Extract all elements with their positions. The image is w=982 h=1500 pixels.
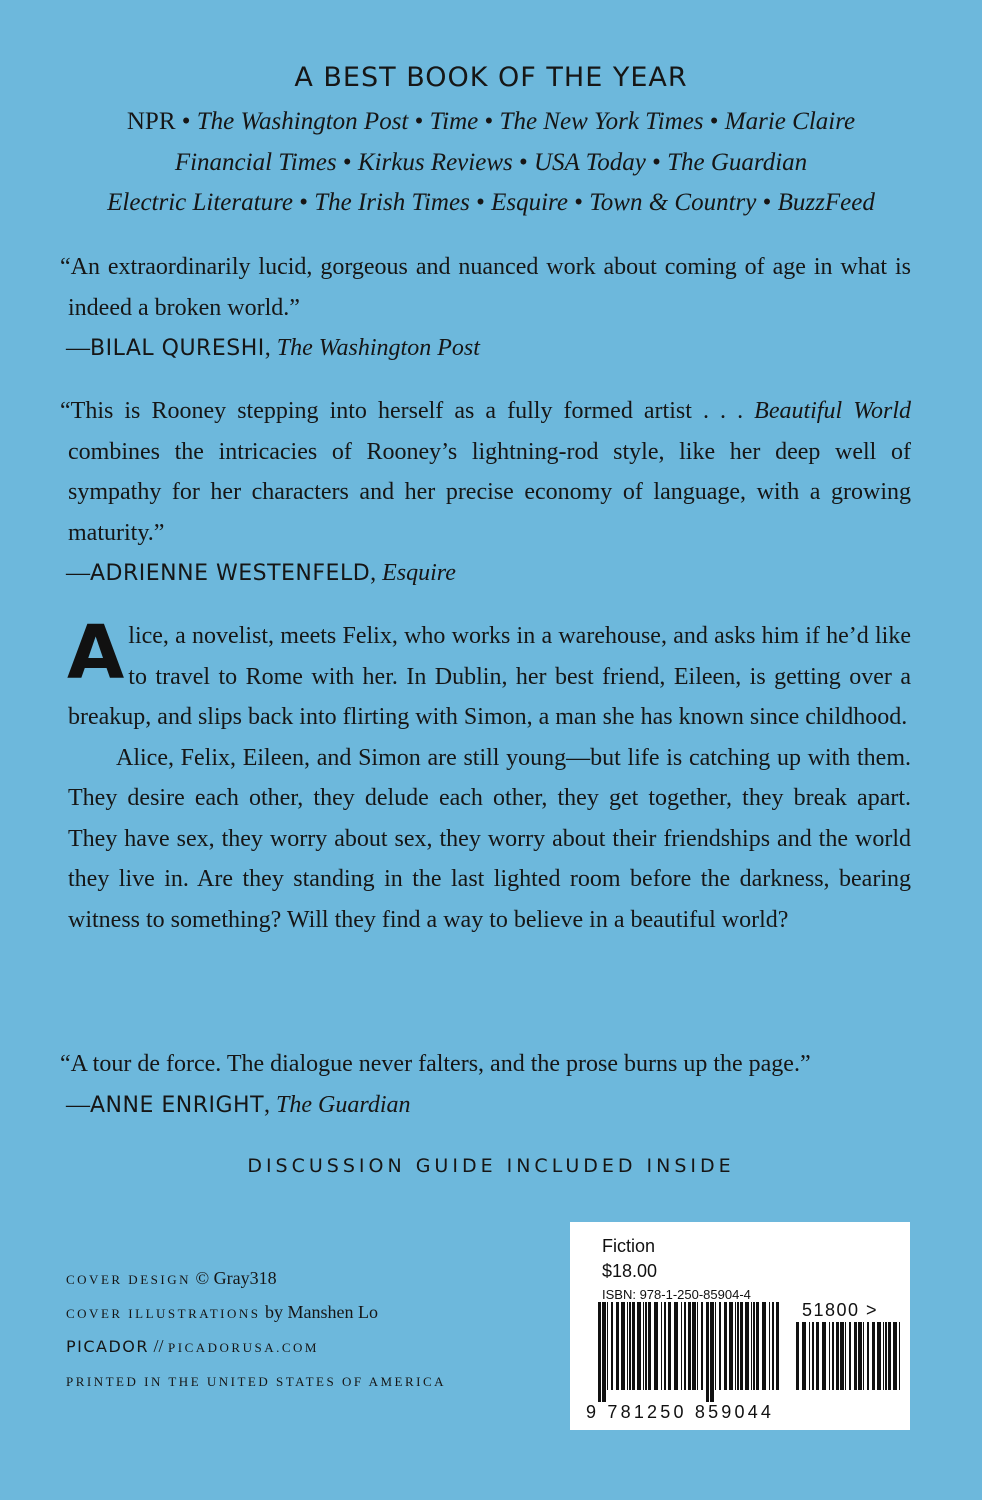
- discussion-guide-note: DISCUSSION GUIDE INCLUDED INSIDE: [247, 1155, 735, 1177]
- quote-1: [60, 247, 911, 369]
- pub-kirkus: Kirkus Reviews: [357, 149, 513, 176]
- publisher-name: PICADOR: [66, 1337, 150, 1356]
- quote-3-publication: The Guardian: [276, 1091, 411, 1118]
- barcode-addon-digits: 51800 >: [802, 1300, 879, 1320]
- barcode-price: $18.00: [602, 1261, 658, 1281]
- pub-buzzfeed: BuzzFeed: [777, 189, 875, 216]
- pub-washington-post: The Washington Post: [196, 108, 409, 135]
- publications-line-3: Electric Literature • The Irish Times • Esquire • Town & Country • BuzzFeed: [107, 189, 875, 216]
- drop-cap: A: [67, 610, 125, 696]
- printed-in: PRINTED IN THE UNITED STATES OF AMERICA: [66, 1374, 447, 1389]
- pub-financial-times: Financial Times: [174, 149, 337, 176]
- cover-illustrations-credit: COVER ILLUSTRATIONS by Manshen Lo: [66, 1302, 378, 1322]
- quote-1-publication: The Washington Post: [276, 335, 480, 361]
- cover-design-credit: COVER DESIGN © Gray318: [66, 1268, 277, 1288]
- best-book-heading: A BEST BOOK OF THE YEAR: [294, 62, 688, 93]
- quote-1-attribution: —BILAL QURESHI, The Washington Post: [66, 335, 480, 361]
- quote-2-book-title: Beautiful World: [754, 398, 912, 424]
- quote-3-author: ANNE ENRIGHT: [90, 1092, 265, 1118]
- pub-nyt: The New York Times: [499, 108, 704, 135]
- synopsis-paragraph-2: Alice, Felix, Eileen, and Simon are still young—but life is catching up with them. They desire each other, they delude each other, they get together, they break apart. They have sex, they worry about sex, they worry about their friendships and the world they live in. Are they standing in the last lighted room before the darkness, bearing witness to something? Will they find a way to believe in a beautiful world?: [68, 744, 911, 933]
- pub-usa-today: USA Today: [534, 149, 646, 176]
- credits: [66, 1262, 446, 1398]
- quote-3: [60, 1044, 911, 1126]
- quote-2-attribution: —ADRIENNE WESTENFELD, Esquire: [66, 560, 456, 586]
- quote-1-author: BILAL QURESHI: [90, 336, 265, 361]
- barcode-digits: 9 781250 859044: [586, 1402, 775, 1422]
- quote-3-text: “A tour de force. The dialogue never falters, and the prose burns up the page.”: [60, 1051, 811, 1077]
- pub-time: Time: [429, 108, 479, 135]
- barcode-isbn: ISBN: 978-1-250-85904-4: [602, 1287, 751, 1302]
- publications-line-1: NPR • The Washington Post • Time • The New York Times • Marie Claire: [126, 108, 856, 135]
- quote-2: [60, 391, 912, 594]
- pub-irish-times: The Irish Times: [314, 189, 470, 216]
- barcode-label: [570, 1222, 910, 1430]
- pub-town-country: Town & Country: [589, 189, 757, 216]
- quote-2-text: “This is Rooney stepping into herself as a fully formed artist . . . Beautiful World combines the intricacies of Rooney’s lightning-rod style, like her deep well of sympathy for her characters and her precise economy of language, with a growing maturity.”: [60, 398, 912, 546]
- publications-line-2: Financial Times • Kirkus Reviews • USA Today • The Guardian: [174, 149, 808, 176]
- quote-2-publication: Esquire: [382, 560, 456, 586]
- quote-1-text: “An extraordinarily lucid, gorgeous and nuanced work about coming of age in what is indeed a broken world.”: [60, 254, 911, 321]
- publisher-website: PICADORUSA.COM: [168, 1340, 319, 1355]
- publisher-line: PICADOR // PICADORUSA.COM: [66, 1336, 319, 1356]
- synopsis: [67, 610, 911, 940]
- barcode-category: Fiction: [602, 1236, 656, 1256]
- pub-guardian: The Guardian: [667, 149, 808, 176]
- quote-2-author: ADRIENNE WESTENFELD: [90, 561, 371, 586]
- synopsis-paragraph-1: Alice, a novelist, meets Felix, who works in a warehouse, and asks him if he’d like to travel to Rome with her. In Dublin, her best friend, Eileen, is getting over a breakup, and slips back into flirting with Simon, a man she has known since childhood.: [67, 610, 911, 730]
- pub-esquire: Esquire: [491, 189, 568, 216]
- pub-npr: NPR: [126, 108, 176, 135]
- quote-3-attribution: —ANNE ENRIGHT, The Guardian: [66, 1091, 411, 1118]
- pub-marie-claire: Marie Claire: [724, 108, 856, 135]
- pub-electric-literature: Electric Literature: [107, 189, 293, 216]
- addon-barcode-icon: [796, 1322, 900, 1402]
- ean-barcode-icon: [598, 1302, 784, 1402]
